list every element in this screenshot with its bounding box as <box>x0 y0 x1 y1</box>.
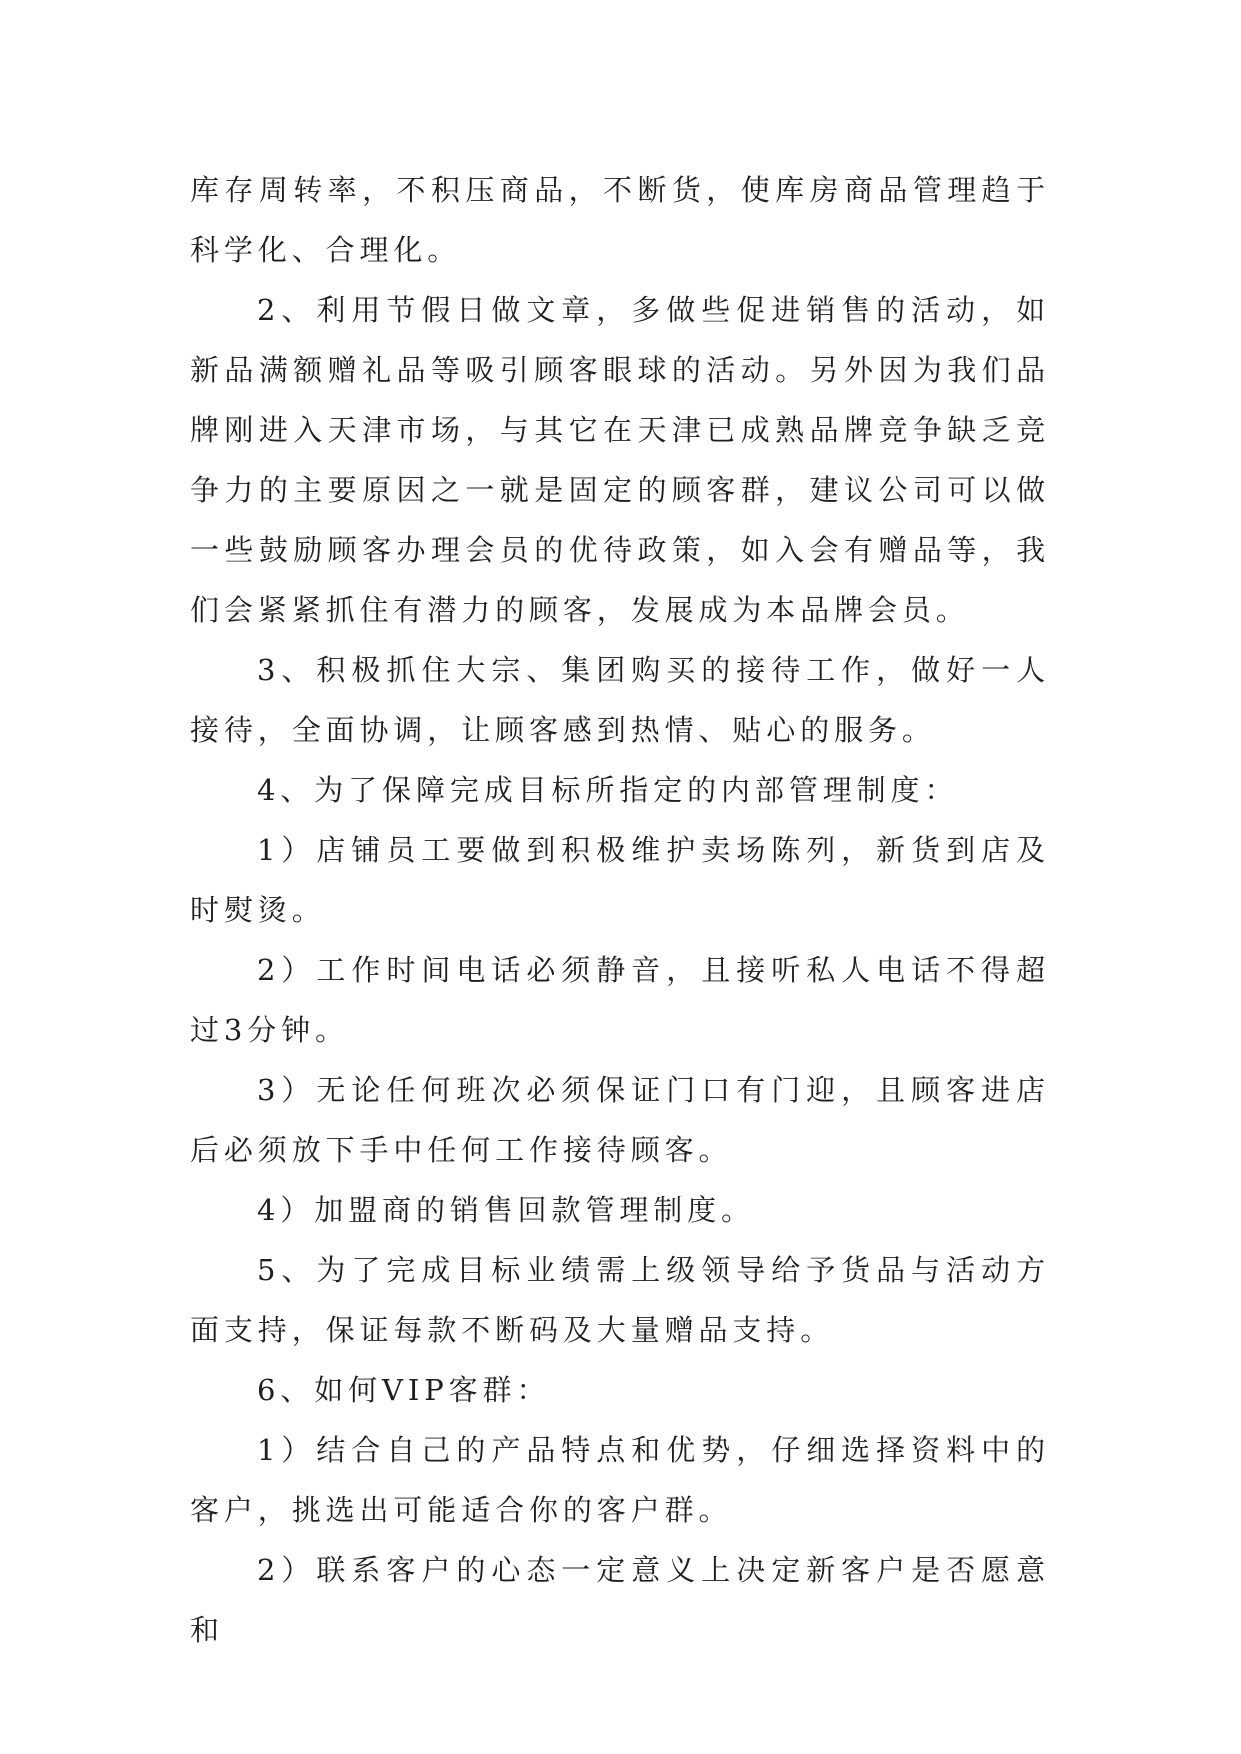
paragraph-vip-subitem-1: 1）结合自己的产品特点和优势，仔细选择资料中的客户，挑选出可能适合你的客户群。 <box>190 1433 1050 1527</box>
paragraph-item-6-vip: 6、如何VIP客群： <box>257 1373 551 1407</box>
paragraph-vip-subitem-2: 2）联系客户的心态一定意义上决定新客户是否愿意和 <box>190 1553 1050 1647</box>
document-body <box>190 160 1050 1660</box>
paragraph-item-5-support: 5、为了完成目标业绩需上级领导给予货品与活动方面支持，保证每款不断码及大量赠品支持。 <box>190 1253 1050 1347</box>
paragraph-continuation: 库存周转率，不积压商品，不断货，使库房商品管理趋于科学化、合理化。 <box>190 173 1050 267</box>
paragraph-subitem-4-franchise: 4）加盟商的销售回款管理制度。 <box>257 1193 755 1227</box>
paragraph-item-4-management-rules: 4、为了保障完成目标所指定的内部管理制度： <box>257 773 959 807</box>
paragraph-subitem-2-phone: 2）工作时间电话必须静音，且接听私人电话不得超过3分钟。 <box>190 953 1050 1047</box>
paragraph-subitem-1-display: 1）店铺员工要做到积极维护卖场陈列，新货到店及时熨烫。 <box>190 833 1050 927</box>
paragraph-item-3-group-purchase: 3、积极抓住大宗、集团购买的接待工作，做好一人接待，全面协调，让顾客感到热情、贴心的服务。 <box>190 653 1050 747</box>
paragraph-subitem-3-greeter: 3）无论任何班次必须保证门口有门迎，且顾客进店后必须放下手中任何工作接待顾客。 <box>190 1073 1050 1167</box>
paragraph-item-2-holiday-promotions: 2、利用节假日做文章，多做些促进销售的活动，如新品满额赠礼品等吸引顾客眼球的活动。另外因为我们品牌刚进入天津市场，与其它在天津已成熟品牌竞争缺乏竞争力的主要原因之一就是固定的顾客群，建议公司可以做一些鼓励顾客办理会员的优待政策，如入会有赠品等，我们会紧紧抓住有潜力的顾客，发展成为本品牌会员。 <box>190 293 1050 627</box>
